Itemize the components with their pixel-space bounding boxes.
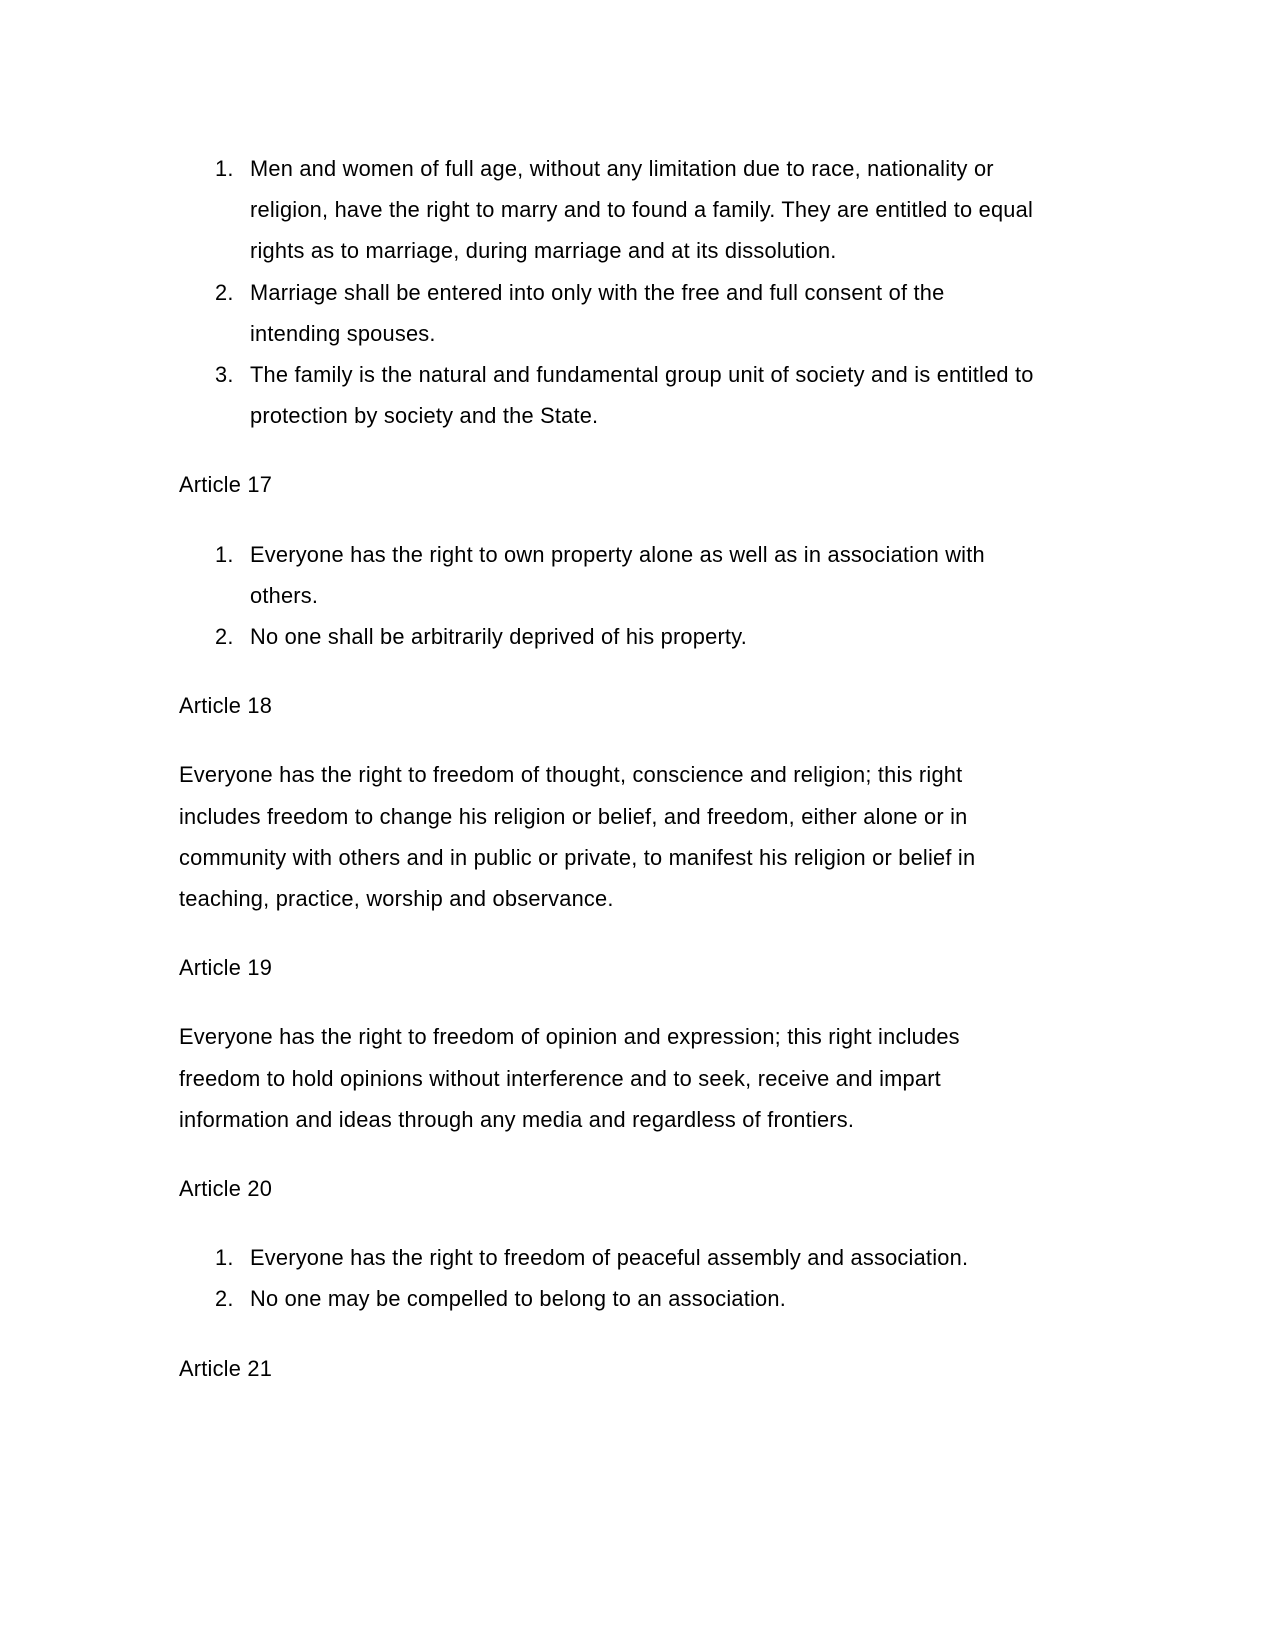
list-item — [179, 354, 1035, 436]
document-content — [179, 0, 1035, 1389]
spacer — [179, 1140, 1035, 1168]
list-marker: 2. — [215, 1286, 234, 1312]
article-16-list — [179, 148, 1035, 436]
article-19-heading: Article 19 — [179, 955, 273, 981]
list-marker: 3. — [215, 362, 234, 388]
spacer — [179, 506, 1035, 534]
article-21-heading: Article 21 — [179, 1355, 273, 1381]
spacer — [179, 988, 1035, 1016]
list-marker: 1. — [215, 156, 234, 181]
article-20-list — [179, 1237, 1035, 1319]
list-item — [179, 1278, 1035, 1319]
top-margin-spacer — [179, 0, 1035, 148]
list-item — [179, 534, 1035, 616]
spacer — [179, 1320, 1035, 1348]
list-item-text: No one may be compelled to belong to an association. — [250, 1286, 787, 1312]
article-19-body: Everyone has the right to freedom of opinion and expression; this right includes freedom to hold opinions without interference and to seek, receive and impart information and ideas through any media and regardless of frontiers. — [179, 1024, 960, 1132]
list-item — [179, 148, 1035, 272]
list-item-text: Marriage shall be entered into only with the free and full consent of the intending spouses. — [250, 279, 945, 346]
article-18-heading: Article 18 — [179, 693, 273, 719]
article-20-heading: Article 20 — [179, 1176, 273, 1202]
list-marker: 2. — [215, 624, 234, 650]
list-item-text: Everyone has the right to freedom of peaceful assembly and association. — [250, 1245, 969, 1271]
spacer — [179, 1209, 1035, 1237]
list-marker: 2. — [215, 279, 234, 305]
list-item — [179, 272, 1035, 354]
list-marker: 1. — [215, 541, 234, 567]
spacer — [179, 436, 1035, 464]
list-item-text: No one shall be arbitrarily deprived of his property. — [250, 624, 747, 650]
article-17-heading: Article 17 — [179, 472, 273, 498]
spacer — [179, 919, 1035, 947]
list-item-text: Men and women of full age, without any limitation due to race, nationality or religion, have the right to marry and to found a family. They are entitled to equal rights as to marriage, during marriage and at its dissolution. — [250, 156, 1034, 264]
list-marker: 1. — [215, 1245, 234, 1271]
list-item — [179, 1237, 1035, 1278]
spacer — [179, 726, 1035, 754]
spacer — [179, 657, 1035, 685]
list-item — [179, 616, 1035, 657]
article-17-list — [179, 534, 1035, 658]
list-item-text: Everyone has the right to own property alone as well as in association with others. — [250, 541, 985, 608]
list-item-text: The family is the natural and fundamental group unit of society and is entitled to protection by society and the State. — [250, 362, 1034, 429]
article-18-body: Everyone has the right to freedom of thought, conscience and religion; this right includes freedom to change his religion or belief, and freedom, either alone or in community with others and in public or private, to manifest his religion or belief in teaching, practice, worship and observance. — [179, 762, 976, 912]
